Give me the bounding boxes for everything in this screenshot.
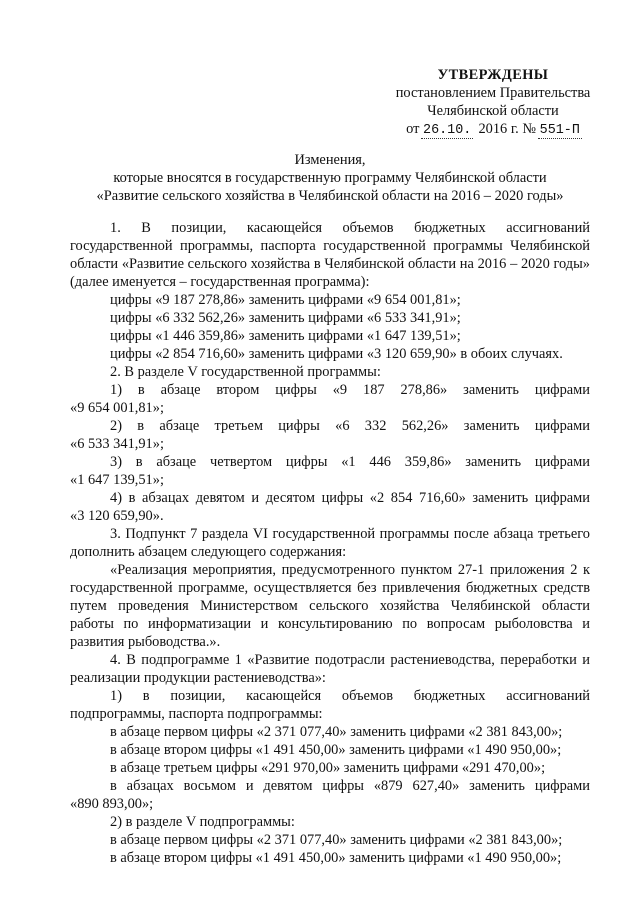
paragraph-1-line: цифры «2 854 716,60» заменить цифрами «3 120 659,90» в обоих случаях. xyxy=(110,346,563,362)
approval-date-stamp: 26.10. xyxy=(423,123,472,138)
document-heading xyxy=(70,151,590,205)
approval-block xyxy=(378,66,608,140)
approval-number-stamp: 551-П xyxy=(539,123,580,138)
paragraph-2-item-3: 3) в абзаце четвертом цифры «1 446 359,86» заменить цифрами xyxy=(110,454,590,470)
paragraph-2-item-2: 2) в абзаце третьем цифры «6 332 562,26» заменить цифрами xyxy=(110,418,590,434)
heading-line-3: «Развитие сельского хозяйства в Челябинской области на 2016 – 2020 годы» xyxy=(96,188,564,204)
paragraph-4-line-4-cont: «890 893,00»; xyxy=(70,796,154,812)
paragraph-2-item-4-cont: «3 120 659,90». xyxy=(70,508,164,524)
heading-line-1: Изменения, xyxy=(294,152,366,168)
paragraph-4-item-1-cont: подпрограммы, паспорта подпрограммы: xyxy=(70,706,323,722)
paragraph-1-line: цифры «9 187 278,86» заменить цифрами «9 654 001,81»; xyxy=(110,292,461,308)
approval-title: УТВЕРЖДЕНЫ xyxy=(437,67,549,83)
paragraph-1-line: цифры «6 332 562,26» заменить цифрами «6 533 341,91»; xyxy=(110,310,461,326)
paragraph-4: 4. В подпрограмме 1 «Развитие подотрасли растениеводства, переработки и реализации продукции растениеводства»: xyxy=(70,652,590,686)
approval-date-prefix: от xyxy=(406,121,424,137)
paragraph-1: 1. В позиции, касающейся объемов бюджетных ассигнований государственной программы, паспорта государственной программы Челябинской области «Развитие сельского хозяйства в Челябинской области на 2016 – 2020 годы» (далее именуется – государственная программа): xyxy=(70,220,590,290)
paragraph-2-item-4: 4) в абзацах девятом и десятом цифры «2 854 716,60» заменить цифрами xyxy=(110,490,590,506)
paragraph-4-line: в абзаце третьем цифры «291 970,00» заменить цифрами «291 470,00»; xyxy=(110,760,546,776)
paragraph-4-line: в абзаце втором цифры «1 491 450,00» заменить цифрами «1 490 950,00»; xyxy=(110,742,562,758)
approval-line-2: Челябинской области xyxy=(427,103,559,119)
paragraph-4-item-1: 1) в позиции, касающейся объемов бюджетных ассигнований xyxy=(110,688,590,704)
paragraph-4-item-2: 2) в разделе V подпрограммы: xyxy=(110,814,295,830)
paragraph-4-line: в абзаце первом цифры «2 371 077,40» заменить цифрами «2 381 843,00»; xyxy=(110,724,563,740)
heading-line-2: которые вносятся в государственную программу Челябинской области xyxy=(113,170,547,186)
paragraph-3: 3. Подпункт 7 раздела VI государственной программы после абзаца третьего дополнить абзацем следующего содержания: xyxy=(70,526,590,560)
paragraph-2-item-1-cont: «9 654 001,81»; xyxy=(70,400,164,416)
approval-year: 2016 г. № xyxy=(478,121,537,137)
paragraph-2-item-2-cont: «6 533 341,91»; xyxy=(70,436,164,452)
approval-line-1: постановлением Правительства xyxy=(395,85,591,101)
paragraph-2-item-1: 1) в абзаце втором цифры «9 187 278,86» заменить цифрами xyxy=(110,382,590,398)
paragraph-2-item-3-cont: «1 647 139,51»; xyxy=(70,472,164,488)
paragraph-4-item-2-line: в абзаце втором цифры «1 491 450,00» заменить цифрами «1 490 950,00»; xyxy=(110,850,562,866)
paragraph-4-item-2-line: в абзаце первом цифры «2 371 077,40» заменить цифрами «2 381 843,00»; xyxy=(110,832,563,848)
approval-date-line xyxy=(378,120,608,140)
paragraph-1-line: цифры «1 446 359,86» заменить цифрами «1 647 139,51»; xyxy=(110,328,461,344)
paragraph-4-line-4: в абзацах восьмом и девятом цифры «879 627,40» заменить цифрами xyxy=(110,778,590,794)
paragraph-2: 2. В разделе V государственной программы: xyxy=(110,364,381,380)
document-body xyxy=(70,219,590,867)
paragraph-3-quote: «Реализация мероприятия, предусмотренного пунктом 27-1 приложения 2 к государственной программе, осуществляется без привлечения бюджетных средств путем проведения Министерством сельского хозяйства Челябинской области работы по информатизации и консультированию по вопросам рыболовства и развития рыбоводства.». xyxy=(70,562,590,650)
